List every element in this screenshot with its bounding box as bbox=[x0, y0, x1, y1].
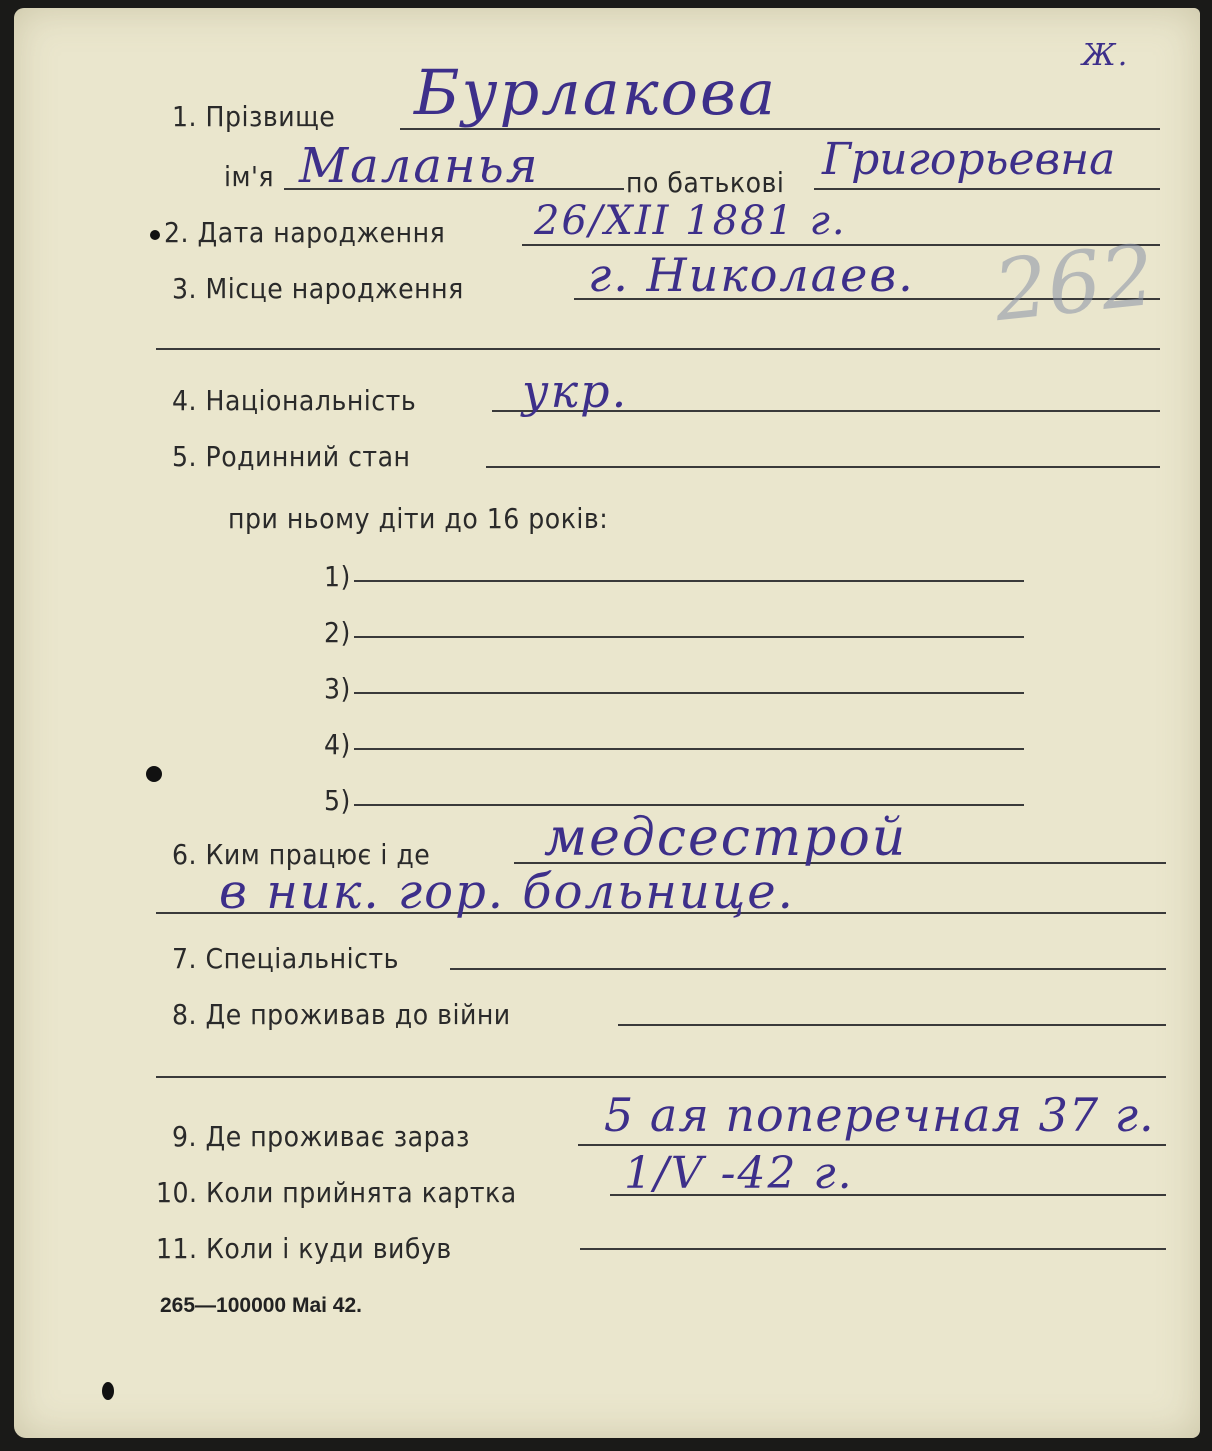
corner-mark: Ж. bbox=[1082, 38, 1130, 73]
child-1-line bbox=[354, 580, 1024, 582]
current-address-line bbox=[578, 1144, 1166, 1146]
marital-status-line bbox=[486, 466, 1160, 468]
punch-hole-2 bbox=[146, 766, 162, 782]
child-3-label: 3) bbox=[324, 672, 351, 705]
field-label-prewar-address: 8. Де проживав до війни bbox=[172, 998, 511, 1031]
field-label-work: 6. Ким працює і де bbox=[172, 838, 431, 871]
child-3-line bbox=[354, 692, 1024, 694]
registration-card bbox=[14, 8, 1200, 1438]
departure-line bbox=[580, 1248, 1166, 1250]
punch-hole-3 bbox=[102, 1382, 114, 1400]
surname-value: Бурлакова bbox=[414, 56, 778, 129]
field-label-patronymic: по батькові bbox=[626, 166, 785, 199]
archive-number-stamp: 262 bbox=[989, 225, 1160, 341]
card-date-value: 1/V -42 г. bbox=[624, 1148, 854, 1199]
work-value-2: в ник. гор. больнице. bbox=[219, 864, 795, 920]
patronymic-value: Григорьевна bbox=[822, 134, 1116, 185]
field-label-birth-place: 3. Місце народження bbox=[172, 272, 464, 305]
print-code: 265—100000 Mai 42. bbox=[160, 1294, 362, 1317]
field-label-card-date: 10. Коли прийнята картка bbox=[156, 1176, 517, 1209]
field-label-birth-date: 2. Дата народження bbox=[164, 216, 446, 249]
prewar-address-line-2 bbox=[156, 1076, 1166, 1078]
field-label-departure: 11. Коли і куди вибув bbox=[156, 1232, 452, 1265]
children-label: при ньому діти до 16 років: bbox=[228, 502, 609, 535]
current-address-value: 5 ая поперечная 37 г. bbox=[604, 1088, 1155, 1142]
field-label-specialty: 7. Спеціальність bbox=[172, 942, 399, 975]
field-label-first-name: ім'я bbox=[224, 160, 275, 193]
child-5-label: 5) bbox=[324, 784, 351, 817]
birth-place-value: г. Николаев. bbox=[588, 248, 915, 302]
punch-hole-1 bbox=[150, 230, 160, 240]
birth-date-value: 26/XII 1881 г. bbox=[534, 198, 847, 244]
nationality-value: укр. bbox=[522, 364, 629, 418]
work-value-1: медсестрой bbox=[544, 808, 908, 868]
patronymic-line bbox=[814, 188, 1160, 190]
field-label-current-address: 9. Де проживає зараз bbox=[172, 1120, 470, 1153]
field-label-nationality: 4. Національність bbox=[172, 384, 417, 417]
specialty-line bbox=[450, 968, 1166, 970]
child-5-line bbox=[354, 804, 1024, 806]
child-4-label: 4) bbox=[324, 728, 351, 761]
child-1-label: 1) bbox=[324, 560, 351, 593]
field-label-surname: 1. Прізвище bbox=[172, 100, 336, 133]
child-2-label: 2) bbox=[324, 616, 351, 649]
first-name-value: Маланья bbox=[299, 138, 540, 194]
child-4-line bbox=[354, 748, 1024, 750]
birth-place-line-2 bbox=[156, 348, 1160, 350]
prewar-address-line bbox=[618, 1024, 1166, 1026]
child-2-line bbox=[354, 636, 1024, 638]
field-label-marital-status: 5. Родинний стан bbox=[172, 440, 411, 473]
